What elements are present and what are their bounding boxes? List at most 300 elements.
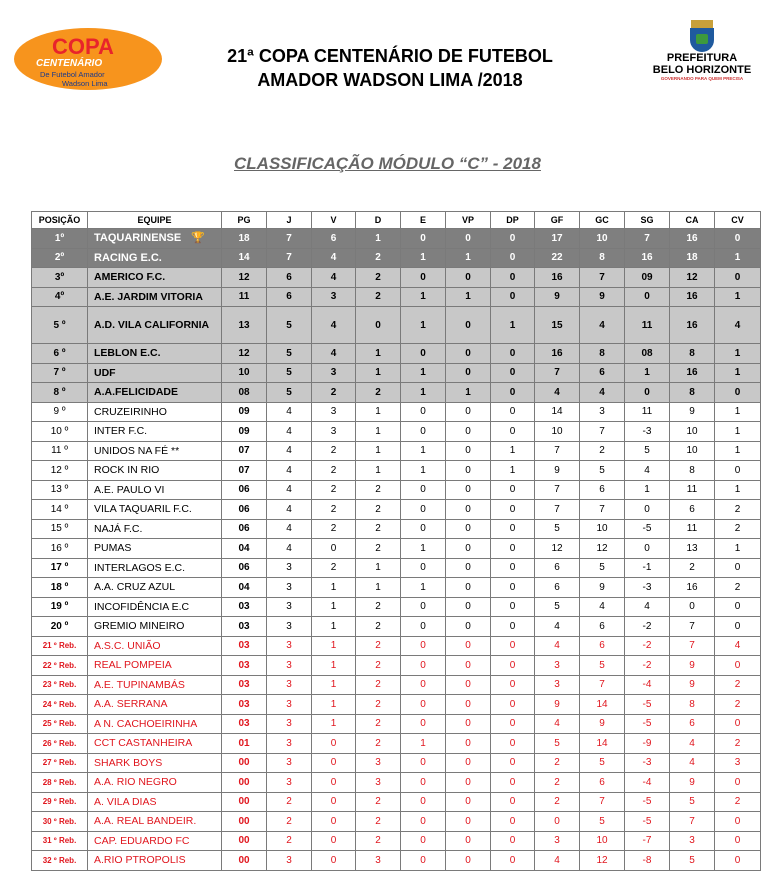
sg-cell: -2 <box>625 656 670 676</box>
ca-cell: 9 <box>670 656 715 676</box>
j-cell: 3 <box>267 578 312 598</box>
j-cell: 3 <box>267 714 312 734</box>
cv-cell: 0 <box>715 597 761 617</box>
pg-cell: 00 <box>222 831 267 851</box>
column-header-gc: GC <box>580 212 625 229</box>
position-cell: 13 º <box>32 480 88 500</box>
d-cell: 1 <box>356 344 401 364</box>
j-cell: 6 <box>267 268 312 288</box>
sg-cell: -3 <box>625 753 670 773</box>
table-row <box>32 480 761 500</box>
gc-cell: 14 <box>580 734 625 754</box>
gc-cell: 4 <box>580 307 625 344</box>
e-cell: 0 <box>401 831 446 851</box>
ca-cell: 8 <box>670 461 715 481</box>
pg-cell: 14 <box>222 248 267 268</box>
table-row <box>32 812 761 832</box>
vp-cell: 0 <box>446 656 491 676</box>
vp-cell: 0 <box>446 675 491 695</box>
v-cell: 3 <box>312 287 356 307</box>
team-name: A.E. PAULO VI <box>88 480 222 500</box>
position-cell: 7 º <box>32 363 88 383</box>
e-cell: 1 <box>401 363 446 383</box>
sg-cell: -3 <box>625 578 670 598</box>
gf-cell: 4 <box>535 617 580 637</box>
team-name: A N. CACHOEIRINHA <box>88 714 222 734</box>
d-cell: 1 <box>356 558 401 578</box>
team-name: CRUZEIRINHO <box>88 402 222 422</box>
gc-cell: 12 <box>580 539 625 559</box>
gf-cell: 7 <box>535 363 580 383</box>
v-cell: 2 <box>312 500 356 520</box>
position-cell: 26 º Reb. <box>32 734 88 754</box>
table-row <box>32 307 761 344</box>
gf-cell: 16 <box>535 344 580 364</box>
j-cell: 3 <box>267 617 312 637</box>
sg-cell: -5 <box>625 812 670 832</box>
e-cell: 0 <box>401 636 446 656</box>
gc-cell: 10 <box>580 519 625 539</box>
v-cell: 1 <box>312 714 356 734</box>
j-cell: 4 <box>267 500 312 520</box>
vp-cell: 0 <box>446 441 491 461</box>
dp-cell: 0 <box>491 558 535 578</box>
column-header-sg: SG <box>625 212 670 229</box>
dp-cell: 0 <box>491 636 535 656</box>
ca-cell: 10 <box>670 441 715 461</box>
ca-cell: 9 <box>670 675 715 695</box>
vp-cell: 0 <box>446 461 491 481</box>
d-cell: 3 <box>356 851 401 871</box>
ca-cell: 11 <box>670 480 715 500</box>
dp-cell: 0 <box>491 617 535 637</box>
ca-cell: 0 <box>670 597 715 617</box>
pg-cell: 04 <box>222 578 267 598</box>
v-cell: 1 <box>312 695 356 715</box>
v-cell: 1 <box>312 617 356 637</box>
position-cell: 5 º <box>32 307 88 344</box>
table-row <box>32 714 761 734</box>
table-row <box>32 500 761 520</box>
cv-cell: 0 <box>715 461 761 481</box>
gf-cell: 5 <box>535 597 580 617</box>
team-name: GREMIO MINEIRO <box>88 617 222 637</box>
j-cell: 2 <box>267 812 312 832</box>
v-cell: 4 <box>312 248 356 268</box>
gf-cell: 5 <box>535 519 580 539</box>
table-row <box>32 539 761 559</box>
d-cell: 2 <box>356 597 401 617</box>
logo-subtext-1: De Futebol Amador <box>40 70 105 79</box>
gc-cell: 5 <box>580 656 625 676</box>
table-row <box>32 851 761 871</box>
gf-cell: 15 <box>535 307 580 344</box>
ca-cell: 3 <box>670 831 715 851</box>
j-cell: 4 <box>267 422 312 442</box>
sg-cell: 0 <box>625 287 670 307</box>
cv-cell: 0 <box>715 558 761 578</box>
gc-cell: 4 <box>580 597 625 617</box>
cv-cell: 4 <box>715 636 761 656</box>
team-name: A.A. RIO NEGRO <box>88 773 222 793</box>
j-cell: 5 <box>267 344 312 364</box>
vp-cell: 0 <box>446 519 491 539</box>
position-cell: 15 º <box>32 519 88 539</box>
ca-cell: 2 <box>670 558 715 578</box>
vp-cell: 0 <box>446 753 491 773</box>
pg-cell: 00 <box>222 773 267 793</box>
cv-cell: 2 <box>715 734 761 754</box>
sg-cell: 11 <box>625 402 670 422</box>
gc-cell: 2 <box>580 441 625 461</box>
e-cell: 0 <box>401 558 446 578</box>
v-cell: 0 <box>312 851 356 871</box>
v-cell: 2 <box>312 519 356 539</box>
pg-cell: 00 <box>222 792 267 812</box>
v-cell: 3 <box>312 402 356 422</box>
table-row <box>32 734 761 754</box>
gf-cell: 9 <box>535 461 580 481</box>
cv-cell: 0 <box>715 773 761 793</box>
d-cell: 2 <box>356 812 401 832</box>
vp-cell: 0 <box>446 695 491 715</box>
dp-cell: 0 <box>491 248 535 268</box>
cv-cell: 0 <box>715 812 761 832</box>
column-header-vp: VP <box>446 212 491 229</box>
table-row <box>32 363 761 383</box>
dp-cell: 0 <box>491 480 535 500</box>
d-cell: 2 <box>356 831 401 851</box>
pg-cell: 03 <box>222 617 267 637</box>
cv-cell: 4 <box>715 307 761 344</box>
prefeitura-text: PREFEITURA <box>666 52 738 64</box>
position-cell: 11 º <box>32 441 88 461</box>
v-cell: 0 <box>312 753 356 773</box>
d-cell: 2 <box>356 656 401 676</box>
cv-cell: 1 <box>715 344 761 364</box>
table-row <box>32 383 761 403</box>
ca-cell: 8 <box>670 695 715 715</box>
table-row <box>32 344 761 364</box>
pg-cell: 00 <box>222 753 267 773</box>
pg-cell: 08 <box>222 383 267 403</box>
position-cell: 1º <box>32 229 88 249</box>
vp-cell: 0 <box>446 363 491 383</box>
gf-cell: 6 <box>535 558 580 578</box>
vp-cell: 0 <box>446 792 491 812</box>
gf-cell: 4 <box>535 636 580 656</box>
dp-cell: 0 <box>491 714 535 734</box>
sg-cell: 4 <box>625 461 670 481</box>
e-cell: 1 <box>401 539 446 559</box>
gc-cell: 7 <box>580 268 625 288</box>
sg-cell: 1 <box>625 363 670 383</box>
cv-cell: 1 <box>715 422 761 442</box>
pg-cell: 12 <box>222 268 267 288</box>
gc-cell: 7 <box>580 675 625 695</box>
sg-cell: 16 <box>625 248 670 268</box>
j-cell: 3 <box>267 851 312 871</box>
ca-cell: 4 <box>670 734 715 754</box>
d-cell: 2 <box>356 383 401 403</box>
column-header-v: V <box>312 212 356 229</box>
dp-cell: 0 <box>491 675 535 695</box>
team-name: A.A. REAL BANDEIR. <box>88 812 222 832</box>
d-cell: 2 <box>356 734 401 754</box>
column-header-e: E <box>401 212 446 229</box>
e-cell: 0 <box>401 422 446 442</box>
team-name: A.E. TUPINAMBÁS <box>88 675 222 695</box>
j-cell: 4 <box>267 402 312 422</box>
dp-cell: 0 <box>491 402 535 422</box>
pg-cell: 00 <box>222 851 267 871</box>
pg-cell: 10 <box>222 363 267 383</box>
dp-cell: 0 <box>491 597 535 617</box>
sg-cell: 11 <box>625 307 670 344</box>
j-cell: 3 <box>267 558 312 578</box>
ca-cell: 16 <box>670 307 715 344</box>
ca-cell: 11 <box>670 519 715 539</box>
v-cell: 1 <box>312 597 356 617</box>
e-cell: 0 <box>401 792 446 812</box>
team-name: AMERICO F.C. <box>88 268 222 288</box>
dp-cell: 0 <box>491 344 535 364</box>
vp-cell: 0 <box>446 500 491 520</box>
d-cell: 1 <box>356 461 401 481</box>
j-cell: 3 <box>267 636 312 656</box>
vp-cell: 0 <box>446 636 491 656</box>
sg-cell: 08 <box>625 344 670 364</box>
pg-cell: 12 <box>222 344 267 364</box>
ca-cell: 12 <box>670 268 715 288</box>
column-header-j: J <box>267 212 312 229</box>
position-cell: 6 º <box>32 344 88 364</box>
pg-cell: 01 <box>222 734 267 754</box>
position-cell: 28 º Reb. <box>32 773 88 793</box>
ca-cell: 7 <box>670 617 715 637</box>
table-row <box>32 792 761 812</box>
d-cell: 2 <box>356 636 401 656</box>
gc-cell: 6 <box>580 636 625 656</box>
position-cell: 27 º Reb. <box>32 753 88 773</box>
gc-cell: 8 <box>580 248 625 268</box>
gc-cell: 9 <box>580 287 625 307</box>
position-cell: 31 º Reb. <box>32 831 88 851</box>
prefeitura-tagline: GOVERNANDO PARA QUEM PRECISA <box>660 76 744 81</box>
cv-cell: 2 <box>715 695 761 715</box>
gf-cell: 9 <box>535 695 580 715</box>
vp-cell: 1 <box>446 383 491 403</box>
j-cell: 5 <box>267 307 312 344</box>
table-row <box>32 675 761 695</box>
column-header-dp: DP <box>491 212 535 229</box>
pg-cell: 07 <box>222 441 267 461</box>
gf-cell: 16 <box>535 268 580 288</box>
gf-cell: 7 <box>535 441 580 461</box>
team-name: A.S.C. UNIÃO <box>88 636 222 656</box>
ca-cell: 5 <box>670 851 715 871</box>
vp-cell: 0 <box>446 578 491 598</box>
table-row <box>32 656 761 676</box>
vp-cell: 0 <box>446 714 491 734</box>
pg-cell: 03 <box>222 656 267 676</box>
vp-cell: 0 <box>446 402 491 422</box>
dp-cell: 0 <box>491 831 535 851</box>
sg-cell: 09 <box>625 268 670 288</box>
e-cell: 0 <box>401 500 446 520</box>
vp-cell: 0 <box>446 558 491 578</box>
gc-cell: 6 <box>580 617 625 637</box>
page-title-line-2: AMADOR WADSON LIMA /2018 <box>257 70 523 90</box>
team-name: A.D. VILA CALIFORNIA <box>88 307 222 344</box>
ca-cell: 16 <box>670 229 715 249</box>
table-row <box>32 287 761 307</box>
e-cell: 1 <box>401 734 446 754</box>
e-cell: 1 <box>401 441 446 461</box>
e-cell: 1 <box>401 287 446 307</box>
table-row <box>32 773 761 793</box>
gc-cell: 8 <box>580 344 625 364</box>
position-cell: 29 º Reb. <box>32 792 88 812</box>
gf-cell: 2 <box>535 753 580 773</box>
position-cell: 14 º <box>32 500 88 520</box>
vp-cell: 1 <box>446 287 491 307</box>
ca-cell: 18 <box>670 248 715 268</box>
dp-cell: 0 <box>491 695 535 715</box>
cv-cell: 1 <box>715 402 761 422</box>
table-row <box>32 402 761 422</box>
d-cell: 2 <box>356 287 401 307</box>
sg-cell: -9 <box>625 734 670 754</box>
d-cell: 1 <box>356 402 401 422</box>
d-cell: 2 <box>356 695 401 715</box>
v-cell: 2 <box>312 558 356 578</box>
table-row <box>32 422 761 442</box>
cv-cell: 0 <box>715 831 761 851</box>
d-cell: 1 <box>356 229 401 249</box>
v-cell: 1 <box>312 675 356 695</box>
dp-cell: 0 <box>491 753 535 773</box>
e-cell: 0 <box>401 344 446 364</box>
position-cell: 24 º Reb. <box>32 695 88 715</box>
sg-cell: 5 <box>625 441 670 461</box>
gc-cell: 9 <box>580 714 625 734</box>
e-cell: 0 <box>401 714 446 734</box>
team-name: A.E. JARDIM VITORIA <box>88 287 222 307</box>
gf-cell: 17 <box>535 229 580 249</box>
column-header-equipe: EQUIPE <box>88 212 222 229</box>
logo-centenario-text: CENTENÁRIO <box>36 58 103 69</box>
d-cell: 2 <box>356 539 401 559</box>
column-header-pg: PG <box>222 212 267 229</box>
gc-cell: 7 <box>580 792 625 812</box>
gc-cell: 10 <box>580 831 625 851</box>
j-cell: 3 <box>267 753 312 773</box>
gf-cell: 6 <box>535 578 580 598</box>
gc-cell: 12 <box>580 851 625 871</box>
v-cell: 0 <box>312 792 356 812</box>
ca-cell: 9 <box>670 773 715 793</box>
gc-cell: 5 <box>580 558 625 578</box>
dp-cell: 0 <box>491 792 535 812</box>
trophy-icon: 🏆 <box>191 232 205 245</box>
position-cell: 32 º Reb. <box>32 851 88 871</box>
sg-cell: 1 <box>625 480 670 500</box>
gf-cell: 5 <box>535 734 580 754</box>
page-title-line-1: 21ª COPA CENTENÁRIO DE FUTEBOL <box>227 46 553 66</box>
pg-cell: 09 <box>222 422 267 442</box>
cv-cell: 0 <box>715 714 761 734</box>
gc-cell: 9 <box>580 578 625 598</box>
cv-cell: 0 <box>715 229 761 249</box>
belo-horizonte-text: BELO HORIZONTE <box>652 64 752 76</box>
j-cell: 3 <box>267 597 312 617</box>
v-cell: 0 <box>312 539 356 559</box>
d-cell: 2 <box>356 480 401 500</box>
team-name: ROCK IN RIO <box>88 461 222 481</box>
team-name: LEBLON E.C. <box>88 344 222 364</box>
d-cell: 2 <box>356 714 401 734</box>
cv-cell: 3 <box>715 753 761 773</box>
j-cell: 7 <box>267 248 312 268</box>
pg-cell: 13 <box>222 307 267 344</box>
dp-cell: 1 <box>491 461 535 481</box>
cv-cell: 0 <box>715 383 761 403</box>
team-name: INTER F.C. <box>88 422 222 442</box>
logo-copa-text: COPA <box>52 34 114 59</box>
j-cell: 5 <box>267 363 312 383</box>
gf-cell: 10 <box>535 422 580 442</box>
position-cell: 2º <box>32 248 88 268</box>
j-cell: 3 <box>267 773 312 793</box>
gf-cell: 0 <box>535 812 580 832</box>
table-row <box>32 268 761 288</box>
ca-cell: 7 <box>670 812 715 832</box>
gf-cell: 3 <box>535 656 580 676</box>
team-name: UDF <box>88 363 222 383</box>
j-cell: 2 <box>267 831 312 851</box>
gc-cell: 4 <box>580 383 625 403</box>
position-cell: 20 º <box>32 617 88 637</box>
sg-cell: -3 <box>625 422 670 442</box>
sg-cell: -2 <box>625 636 670 656</box>
pg-cell: 06 <box>222 519 267 539</box>
classification-subtitle: CLASSIFICAÇÃO MÓDULO “C” - 2018 <box>234 154 541 173</box>
d-cell: 2 <box>356 500 401 520</box>
table-header-row <box>32 212 761 229</box>
table-row <box>32 578 761 598</box>
gf-cell: 4 <box>535 851 580 871</box>
e-cell: 0 <box>401 753 446 773</box>
position-cell: 8 º <box>32 383 88 403</box>
dp-cell: 0 <box>491 812 535 832</box>
table-row <box>32 636 761 656</box>
team-name: INTERLAGOS E.C. <box>88 558 222 578</box>
team-name: A.A.FELICIDADE <box>88 383 222 403</box>
team-name: SHARK BOYS <box>88 753 222 773</box>
e-cell: 1 <box>401 461 446 481</box>
dp-cell: 1 <box>491 307 535 344</box>
dp-cell: 0 <box>491 383 535 403</box>
pg-cell: 06 <box>222 500 267 520</box>
team-name: CCT CASTANHEIRA <box>88 734 222 754</box>
gc-cell: 14 <box>580 695 625 715</box>
position-cell: 18 º <box>32 578 88 598</box>
team-name: INCOFIDÊNCIA E.C <box>88 597 222 617</box>
ca-cell: 9 <box>670 402 715 422</box>
v-cell: 4 <box>312 307 356 344</box>
position-cell: 16 º <box>32 539 88 559</box>
